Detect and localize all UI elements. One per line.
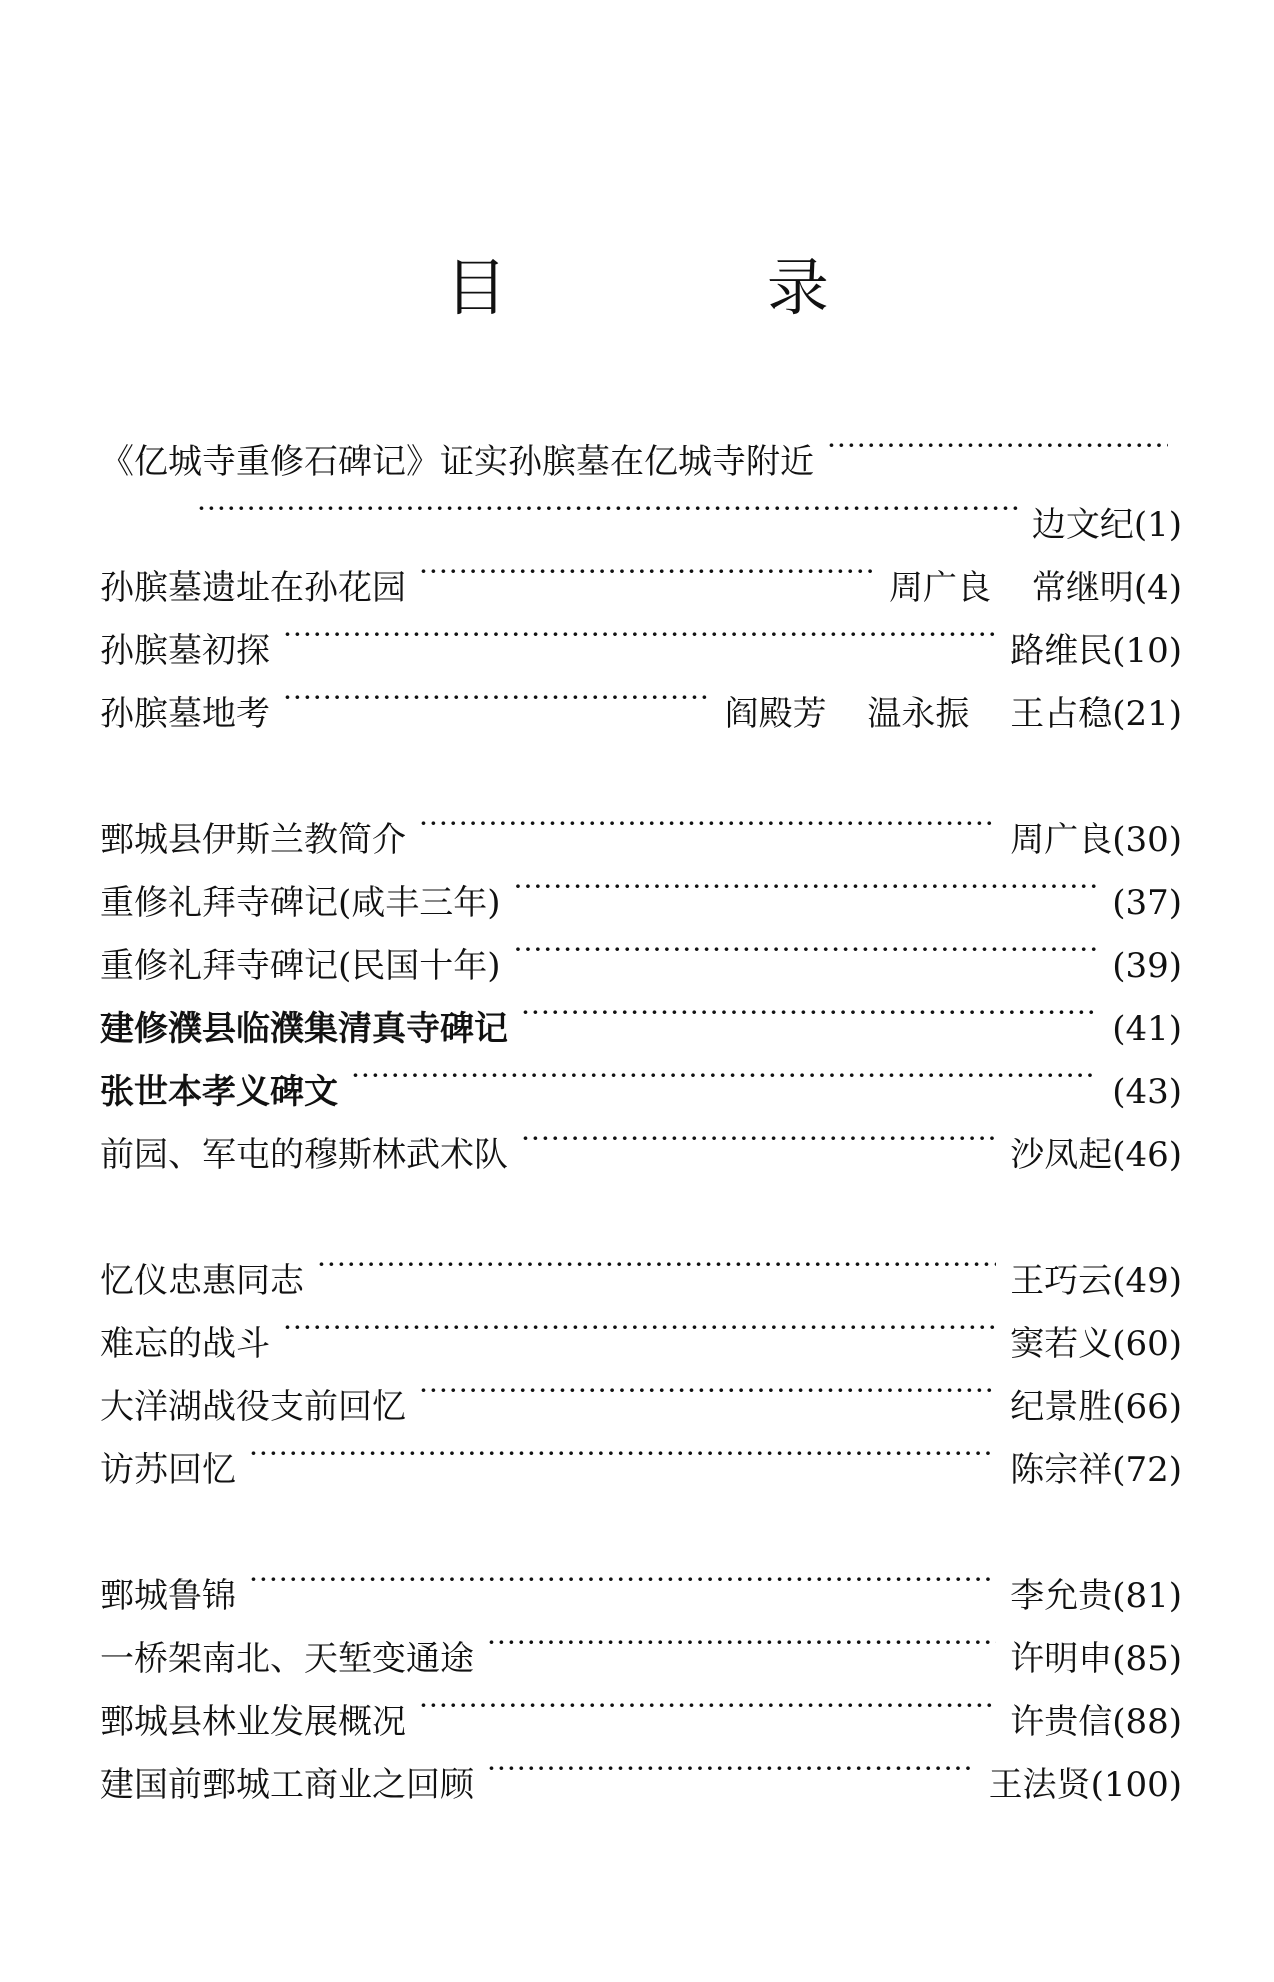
- toc-entry-page-number: (72): [1112, 1450, 1182, 1490]
- toc-entry-title: 孙膑墓初探: [100, 631, 270, 671]
- toc-entry-page-number: (21): [1112, 694, 1182, 734]
- toc-entry-authors: 王法贤: [988, 1765, 1091, 1805]
- dot-leader: [420, 1670, 996, 1733]
- dot-leader: [352, 1040, 1098, 1103]
- toc-entry-page-number: (100): [1090, 1765, 1182, 1805]
- dot-leader: [284, 599, 996, 662]
- toc-entry-authors: 许贵信: [1010, 1702, 1113, 1742]
- toc-entry-title: 鄄城鲁锦: [100, 1576, 236, 1616]
- toc-entry-page-number: (30): [1112, 820, 1182, 860]
- toc-entry-authors: 陈宗祥: [1010, 1450, 1113, 1490]
- toc-entry[interactable]: [100, 788, 1182, 860]
- toc-entry-page-number: (60): [1112, 1324, 1182, 1364]
- toc-entry-authors: 周广良 常继明: [889, 568, 1134, 608]
- toc-entry-authors: 王巧云: [1010, 1261, 1113, 1301]
- toc-entry[interactable]: [100, 1544, 1182, 1616]
- toc-entry[interactable]: [100, 1229, 1182, 1301]
- dot-leader: [522, 977, 1098, 1040]
- toc-entry-title: 孙膑墓地考: [100, 694, 270, 734]
- toc-entry-title: 访苏回忆: [100, 1450, 236, 1490]
- toc-entry-title: 鄄城县林业发展概况: [100, 1702, 406, 1742]
- toc-entry-title: 前园、军屯的穆斯林武术队: [100, 1135, 508, 1175]
- toc-entry-authors: 阎殿芳 温永振 王占稳: [724, 694, 1113, 734]
- dot-leader: [488, 1607, 996, 1670]
- dot-leader: [250, 1544, 996, 1607]
- toc-entry-page-number: (46): [1112, 1135, 1182, 1175]
- toc-entry-authors: 窦若义: [1010, 1324, 1113, 1364]
- toc-entry-authors: 周广良: [1010, 820, 1113, 860]
- toc-entry-page-number: (85): [1112, 1639, 1182, 1679]
- toc-entry-title: 难忘的战斗: [100, 1324, 270, 1364]
- dot-leader: [250, 1418, 996, 1481]
- dot-leader: [420, 536, 875, 599]
- page-title: 目 录: [445, 251, 949, 324]
- toc-entry-title: 《亿城寺重修石碑记》证实孙膑墓在亿城寺附近: [100, 442, 814, 482]
- dot-leader: [420, 788, 996, 851]
- toc-entry-title: 重修礼拜寺碑记(咸丰三年): [100, 883, 501, 923]
- toc-entry-page-number: (49): [1112, 1261, 1182, 1301]
- toc-entry-title: 建修濮县临濮集清真寺碑记: [100, 1009, 508, 1049]
- dot-leader: [488, 1733, 975, 1796]
- dot-leader: [284, 662, 711, 725]
- toc-entry-title: 孙膑墓遗址在孙花园: [100, 568, 406, 608]
- dot-leader: [828, 410, 1168, 473]
- toc-entry-page-number: (66): [1112, 1387, 1182, 1427]
- toc-entry-authors: 沙凤起: [1010, 1135, 1113, 1175]
- toc-entry[interactable]: [100, 410, 1182, 482]
- toc-entry-title: 建国前鄄城工商业之回顾: [100, 1765, 474, 1805]
- toc-entry-page-number: (10): [1112, 631, 1182, 671]
- toc-entry-authors: 路维民: [1010, 631, 1113, 671]
- toc-entry-page-number: (81): [1112, 1576, 1182, 1616]
- toc-entry[interactable]: [100, 473, 1182, 545]
- toc-entry-authors: 李允贵: [1010, 1576, 1113, 1616]
- dot-leader: [318, 1229, 996, 1292]
- dot-leader: [420, 1355, 996, 1418]
- toc-entry-page-number: (41): [1112, 1009, 1182, 1049]
- toc-entry-title: 张世本孝义碑文: [100, 1072, 338, 1112]
- table-of-contents: [100, 410, 1182, 1805]
- toc-entry-page-number: (88): [1112, 1702, 1182, 1742]
- dot-leader: [522, 1103, 996, 1166]
- toc-entry-title: 鄄城县伊斯兰教简介: [100, 820, 406, 860]
- toc-entry-title: 忆仪忠惠同志: [100, 1261, 304, 1301]
- dot-leader: [515, 914, 1099, 977]
- toc-entry-authors: 边文纪: [1031, 505, 1134, 545]
- dot-leader: [198, 473, 1018, 536]
- toc-entry-page-number: (43): [1112, 1072, 1182, 1112]
- toc-entry-title: 重修礼拜寺碑记(民国十年): [100, 946, 501, 986]
- toc-entry-title: 大洋湖战役支前回忆: [100, 1387, 406, 1427]
- toc-entry-authors: 许明申: [1010, 1639, 1113, 1679]
- toc-entry-page-number: (39): [1112, 946, 1182, 986]
- toc-entry-page-number: (1): [1133, 505, 1182, 545]
- toc-entry-authors: 纪景胜: [1010, 1387, 1113, 1427]
- dot-leader: [284, 1292, 996, 1355]
- toc-entry-title: 一桥架南北、天堑变通途: [100, 1639, 474, 1679]
- dot-leader: [515, 851, 1099, 914]
- toc-entry[interactable]: [100, 536, 1182, 608]
- toc-entry-page-number: (4): [1133, 568, 1182, 608]
- toc-entry-page-number: (37): [1112, 883, 1182, 923]
